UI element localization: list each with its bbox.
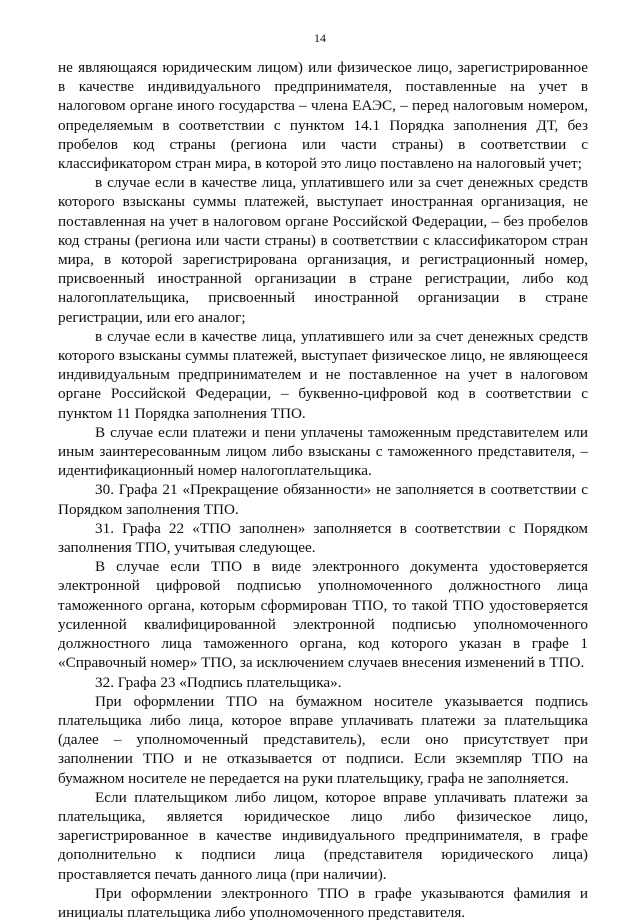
paragraph: в случае если в качестве лица, уплатившего или за счет денежных средств которого взысканы суммы платежей, выступает иностранная организация, не поставленная на учет в налоговом органе Российской Федерации, – без пробелов код страны (региона или части страны) в соответствии с классификатором стран мира, в которой зарегистрирована организация, и регистрационный номер, присвоенный иностранной организации в стране регистрации, либо код налогоплательщика, присвоенный иностранной организации в стране регистрации, или его аналог; bbox=[58, 174, 588, 326]
paragraph: При оформлении электронного ТПО в графе указываются фамилия и инициалы плательщика либо уполномоченного представителя. bbox=[58, 884, 588, 921]
paragraph: При оформлении ТПО на бумажном носителе указывается подпись плательщика либо лица, которое вправе уплачивать платежи за плательщика (далее – уполномоченный представитель), если оно присутствует при заполнении ТПО и не отказывается от подписи. Если экземпляр ТПО на бумажном носителе не передается на руки плательщику, графа не заполняется. bbox=[58, 692, 588, 787]
paragraph: не являющаяся юридическим лицом) или физическое лицо, зарегистрированное в качестве индивидуального предпринимателя, поставленные на учет в налоговом органе иного государства – члена ЕАЭС, – перед налоговым номером, определяемым в соответствии с пунктом 14.1 Порядка заполнения ДТ, без пробелов код страны (региона или части страны) в соответствии с классификатором стран мира, в которой это лицо поставлено на налоговый учет; bbox=[58, 59, 588, 173]
paragraph: 31. Графа 22 «ТПО заполнен» заполняется в соответствии с Порядком заполнения ТПО, учитывая следующее. bbox=[58, 519, 588, 557]
paragraph: 30. Графа 21 «Прекращение обязанности» не заполняется в соответствии с Порядком заполнения ТПО. bbox=[58, 481, 588, 518]
paragraph: 32. Графа 23 «Подпись плательщика». bbox=[95, 673, 342, 691]
paragraph: Если плательщиком либо лицом, которое вправе уплачивать платежи за плательщика, является юридическое лицо либо физическое лицо, зарегистрированное в качестве индивидуального предпринимателя, в графе дополнительно к подписи лица (представителя юридического лица) проставляется печать данного лица (при наличии). bbox=[58, 788, 588, 883]
document-body bbox=[58, 58, 588, 922]
page-number: 14 bbox=[314, 31, 326, 45]
paragraph: В случае если платежи и пени уплачены таможенным представителем или иным заинтересованным лицом либо взысканы с таможенного представителя, – идентификационный номер налогоплательщика. bbox=[58, 423, 588, 480]
paragraph: в случае если в качестве лица, уплатившего или за счет денежных средств которого взысканы суммы платежей, выступает физическое лицо, не являющееся индивидуальным предпринимателем и не поставленное на учет в налоговом органе Российской Федерации, – буквенно-цифровой код в соответствии с пунктом 11 Порядка заполнения ТПО. bbox=[58, 327, 588, 422]
paragraph: В случае если ТПО в виде электронного документа удостоверяется электронной цифровой подписью уполномоченного должностного лица таможенного органа, которым сформирован ТПО, то такой ТПО удостоверяется усиленной квалифицированной электронной подписью уполномоченного должностного лица таможенного органа, код которого указан в графе 1 «Справочный номер» ТПО, за исключением случаев внесения изменений в ТПО. bbox=[58, 558, 588, 672]
